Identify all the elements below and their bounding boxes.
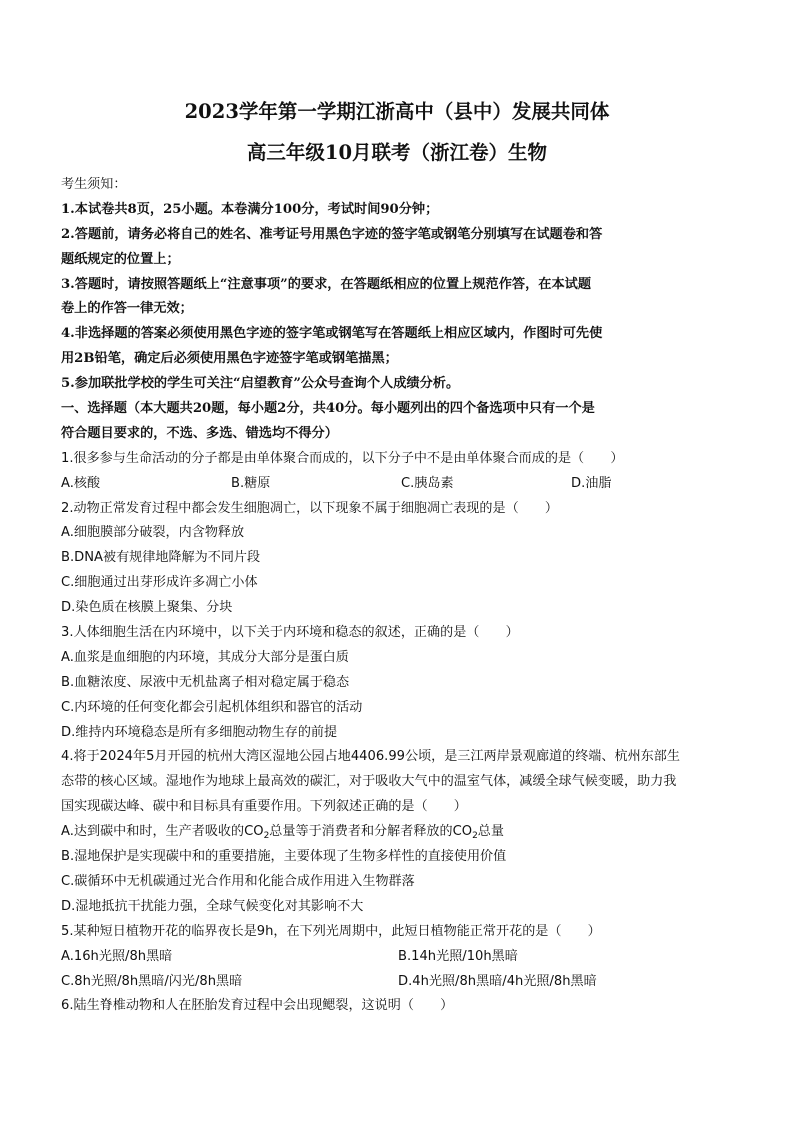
option-d: D.染色质在核膜上聚集、分块 xyxy=(61,600,233,616)
question-5 xyxy=(61,920,741,995)
question-stem: 4.将于2024年5月开园的杭州大湾区湿地公园占地4406.99公顷，是三江两岸景观廊道的终端、杭州东部生 xyxy=(61,749,680,765)
option-row xyxy=(61,472,741,497)
notice-item: 5.参加联批学校的学生可关注“启望教育”公众号查询个人成绩分析。 xyxy=(61,376,460,392)
option-c: C.碳循环中无机碳通过光合作用和化能合成作用进入生物群落 xyxy=(61,873,415,889)
section-heading-line2: 符合题目要求的，不选、多选、错选均不得分） xyxy=(61,425,338,441)
option-a: A.核酸 xyxy=(61,475,101,491)
option-c: C.细胞通过出芽形成许多凋亡小体 xyxy=(61,575,258,591)
exam-title-line1: 2023学年第一学期江浙高中（县中）发展共同体 xyxy=(184,100,610,123)
question-1 xyxy=(61,447,741,497)
option-a: A.16h光照/8h黑暗 xyxy=(61,948,173,964)
question-stem: 6.陆生脊椎动物和人在胚胎发育过程中会出现鳃裂，这说明（ ） xyxy=(61,998,454,1014)
option-d: D.维持内环境稳态是所有多细胞动物生存的前提 xyxy=(61,724,338,740)
exam-title-line2: 高三年级10月联考（浙江卷）生物 xyxy=(246,141,548,164)
exam-body xyxy=(61,173,741,1019)
question-stem: 2.动物正常发育过程中都会发生细胞凋亡，以下现象不属于细胞凋亡表现的是（ ） xyxy=(61,500,558,516)
option-c: C.胰岛素 xyxy=(401,475,454,491)
question-2 xyxy=(61,497,741,621)
question-stem: 1.很多参与生命活动的分子都是由单体聚合而成的，以下分子中不是由单体聚合而成的是（ ） xyxy=(61,450,624,466)
notice-item: 2.答题前，请务必将自己的姓名、准考证号用黑色字迹的签字笔或钢笔分别填写在试题卷和答 xyxy=(61,226,603,242)
option-c: C.内环境的任何变化都会引起机体组织和器官的活动 xyxy=(61,699,363,715)
notice-item: 4.非选择题的答案必须使用黑色字迹的签字笔或钢笔写在答题纸上相应区域内，作图时可先使 xyxy=(61,326,603,342)
notice-item: 用2B铅笔，确定后必须使用黑色字迹签字笔或钢笔描黑； xyxy=(61,351,398,367)
question-stem: 5.某种短日植物开花的临界夜长是9h，在下列光周期中，此短日植物能正常开花的是（ ） xyxy=(61,923,601,939)
subscript-2: 2 xyxy=(263,831,270,842)
option-row xyxy=(61,970,741,995)
notice-block xyxy=(61,173,741,397)
section-heading-line1: 一、选择题（本大题共20题，每小题2分，共40分。每小题列出的四个备选项中只有一个是 xyxy=(61,401,595,417)
option-b: B.糖原 xyxy=(231,475,271,491)
question-stem: 国实现碳达峰、碳中和目标具有重要作用。下列叙述正确的是（ ） xyxy=(61,799,467,815)
option-b: B.湿地保护是实现碳中和的重要措施，主要体现了生物多样性的直接使用价值 xyxy=(61,849,507,865)
notice-item: 3.答题时，请按照答题纸上“注意事项”的要求，在答题纸相应的位置上规范作答，在本试题 xyxy=(61,276,592,292)
option-d: D.湿地抵抗干扰能力强，全球气候变化对其影响不大 xyxy=(61,898,364,914)
option-c: C.8h光照/8h黑暗/闪光/8h黑暗 xyxy=(61,973,243,989)
option-b: B.血糖浓度、尿液中无机盐离子相对稳定属于稳态 xyxy=(61,674,350,690)
option-b: B.14h光照/10h黑暗 xyxy=(398,948,518,964)
question-stem: 态带的核心区域。湿地作为地球上最高效的碳汇，对于吸收大气中的温室气体，减缓全球气候变暖，助力我 xyxy=(61,774,677,790)
option-a-text: 总量等于消费者和分解者释放的CO xyxy=(269,824,473,840)
option-d: D.油脂 xyxy=(571,475,612,491)
question-6 xyxy=(61,994,741,1019)
option-d: D.4h光照/8h黑暗/4h光照/8h黑暗 xyxy=(398,973,597,989)
notice-heading: 考生须知： xyxy=(61,177,127,192)
option-a-text: 总量 xyxy=(477,824,504,840)
option-b: B.DNA被有规律地降解为不同片段 xyxy=(61,550,261,566)
question-4 xyxy=(61,745,741,919)
question-3 xyxy=(61,621,741,745)
notice-item: 题纸规定的位置上； xyxy=(61,251,180,267)
notice-item: 1.本试卷共8页，25小题。本卷满分100分，考试时间90分钟； xyxy=(61,201,439,217)
notice-item: 卷上的作答一律无效； xyxy=(61,301,193,317)
option-a: A.细胞膜部分破裂，内含物释放 xyxy=(61,525,245,541)
question-stem: 3.人体细胞生活在内环境中，以下关于内环境和稳态的叙述，正确的是（ ） xyxy=(61,625,519,641)
option-a-text: A.达到碳中和时，生产者吸收的CO xyxy=(61,824,264,840)
option-a: A.血浆是血细胞的内环境，其成分大部分是蛋白质 xyxy=(61,649,349,665)
option-a xyxy=(61,820,741,845)
option-row xyxy=(61,945,741,970)
subscript-2: 2 xyxy=(472,831,478,842)
section-heading xyxy=(61,397,741,447)
